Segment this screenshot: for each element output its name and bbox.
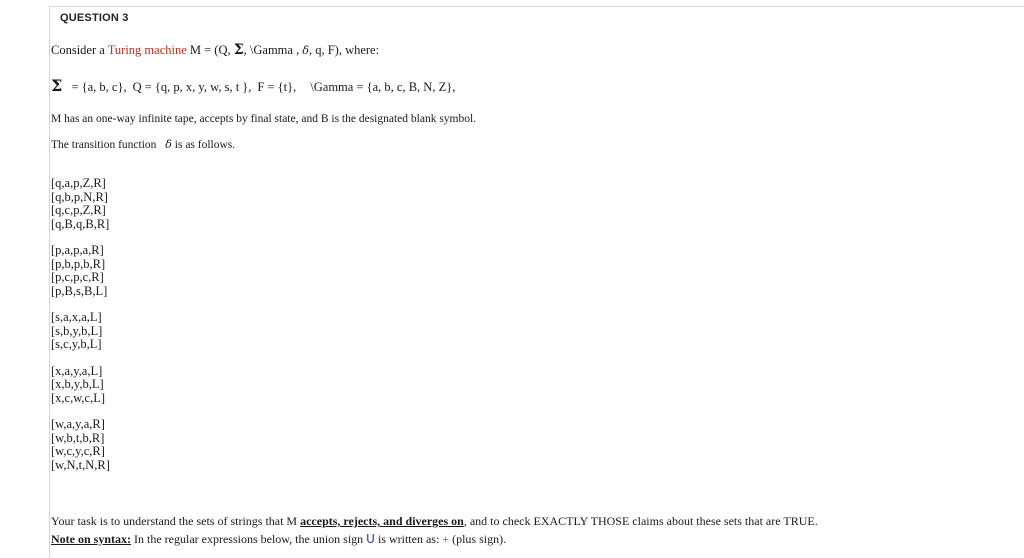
note-label: Note on syntax: <box>51 532 131 546</box>
intro-tuple-mid: , \Gamma , <box>243 43 300 57</box>
transition-rule: [p,B,s,B,L] <box>51 283 108 298</box>
intro-tuple-open: M = (Q, <box>186 43 234 57</box>
transition-rule: [s,a,x,a,L] <box>51 310 102 324</box>
transition-rule: [q,c,p,Z,R] <box>51 203 106 217</box>
task-suffix: , and to check EXACTLY THOSE claims about these sets that are TRUE. <box>463 514 818 528</box>
sigma-definition: = {a, b, c}, <box>68 80 127 94</box>
intro-tuple-close: , q, F), where: <box>308 43 380 57</box>
union-symbol: U <box>366 532 375 546</box>
transition-rule: [q,b,p,N,R] <box>51 189 108 204</box>
sigma-symbol: Σ <box>233 42 244 58</box>
transition-rule: [w,c,y,c,R] <box>51 444 105 458</box>
gamma-definition: \Gamma = {a, b, c, B, N, Z}, <box>310 80 456 94</box>
rule-group-w <box>51 418 110 472</box>
task-statement <box>51 514 818 529</box>
panel-top-border <box>49 6 1024 7</box>
rule-group-x <box>51 365 110 406</box>
task-emphasis: accepts, rejects, and diverges on <box>300 514 464 528</box>
transition-rule: [x,c,w,c,L] <box>51 390 106 405</box>
plus-symbol: + <box>442 532 450 546</box>
transition-rule: [w,a,y,a,R] <box>51 417 105 431</box>
intro-line <box>51 42 379 58</box>
transition-prefix: The transition function <box>51 139 160 151</box>
transition-rule: [w,b,t,b,R] <box>51 430 105 445</box>
final-states-definition: F = {t}, <box>257 80 297 94</box>
task-prefix: Your task is to understand the sets of strings that M <box>51 514 301 528</box>
delta-symbol: δ <box>302 44 309 57</box>
note-text-1: In the regular expressions below, the union sign <box>131 532 367 546</box>
rule-group-q <box>51 177 110 231</box>
transition-rule: [q,a,p,Z,R] <box>51 176 106 190</box>
intro-prefix: Consider a <box>51 43 108 57</box>
panel-left-border <box>49 6 50 558</box>
question-title: QUESTION 3 <box>60 12 129 24</box>
transition-rule: [x,a,y,a,L] <box>51 363 103 378</box>
delta-symbol-transition: δ <box>165 138 172 151</box>
note-text-3: (plus sign). <box>449 532 507 546</box>
rule-group-p <box>51 244 110 298</box>
sets-line <box>51 76 455 95</box>
transition-rules <box>51 177 110 485</box>
transition-rule: [x,b,y,b,L] <box>51 377 104 391</box>
transition-rule: [w,N,t,N,R] <box>51 457 110 472</box>
transition-rule: [p,b,p,b,R] <box>51 256 106 271</box>
states-definition: Q = {q, p, x, y, w, s, t }, <box>132 80 252 94</box>
transition-rule: [p,a,p,a,R] <box>51 243 104 257</box>
syntax-note <box>51 532 506 547</box>
transition-intro <box>51 138 235 151</box>
note-text-2: is written as: <box>374 532 443 546</box>
transition-rule: [s,c,y,b,L] <box>51 337 102 351</box>
tape-description: M has an one-way infinite tape, accepts by final state, and B is the designated blank symbol. <box>51 113 477 125</box>
transition-suffix: is as follows. <box>171 139 236 151</box>
sigma-symbol-large: Σ <box>51 76 63 95</box>
transition-rule: [p,c,p,c,R] <box>51 270 104 284</box>
transition-rule: [s,b,y,b,L] <box>51 323 103 338</box>
rule-group-s <box>51 311 110 352</box>
turing-machine-link[interactable]: Turing machine <box>107 43 187 57</box>
transition-rule: [q,B,q,B,R] <box>51 216 110 231</box>
